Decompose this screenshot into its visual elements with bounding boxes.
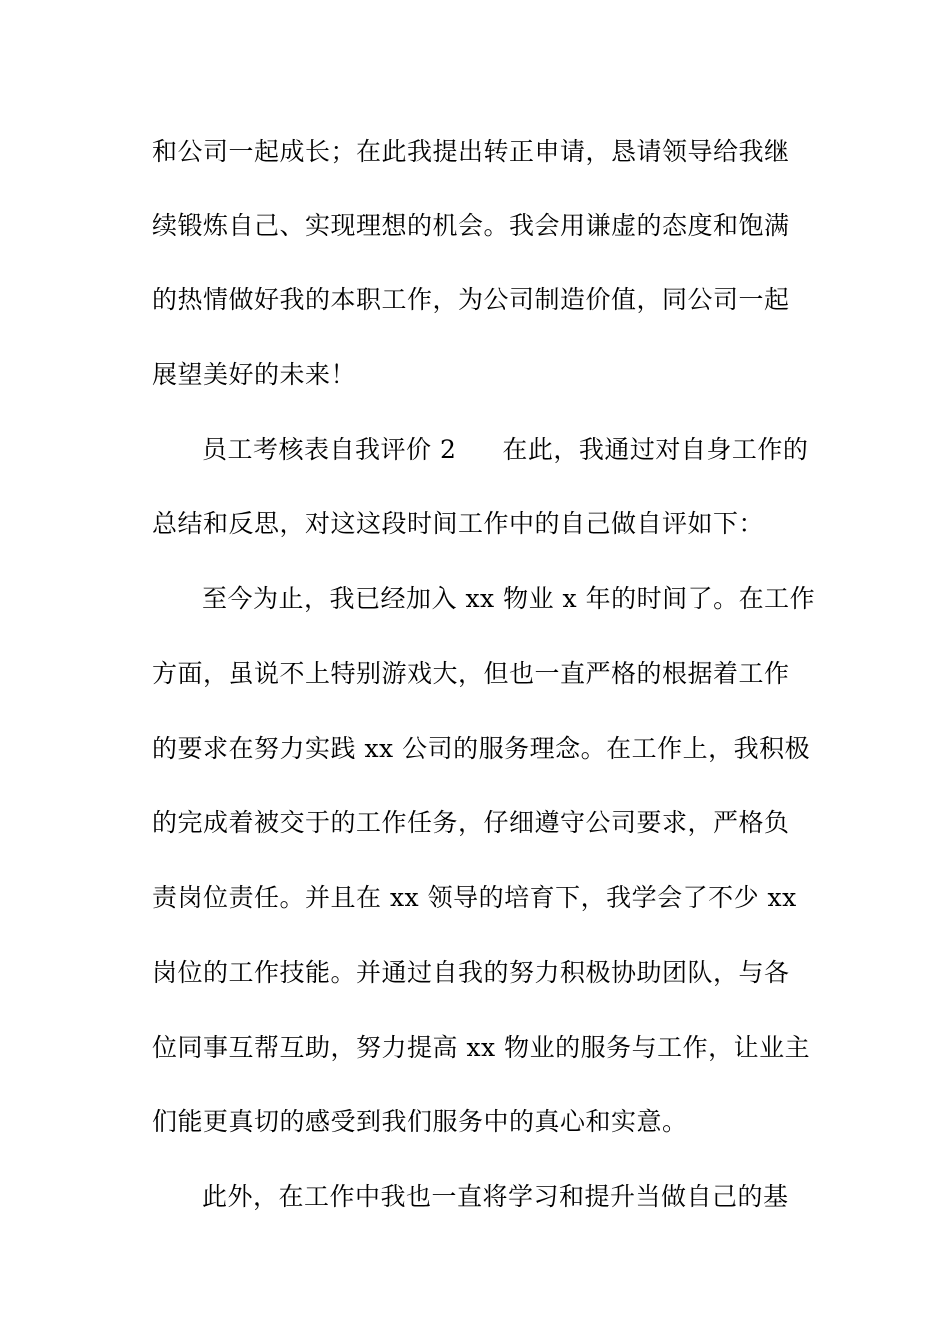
text-line: 方面，虽说不上特别游戏大，但也一直严格的根据着工作 bbox=[152, 659, 790, 688]
text-line: 展望美好的未来！ bbox=[152, 360, 357, 389]
text-line: 岗位的工作技能。并通过自我的努力积极协助团队，与各 bbox=[152, 958, 790, 987]
section-heading: 员工考核表自我评价 2 bbox=[202, 435, 457, 464]
text-line: 续锻炼自己、实现理想的机会。我会用谦虚的态度和饱满 bbox=[152, 211, 790, 240]
text-line: 责岗位责任。并且在 xx 领导的培育下，我学会了不少 xx bbox=[152, 883, 797, 912]
text-line: 和公司一起成长；在此我提出转正申请，恳请领导给我继 bbox=[152, 137, 790, 166]
section-heading-line bbox=[202, 435, 808, 465]
paragraph-start-line: 至今为止，我已经加入 xx 物业 x 年的时间了。在工作 bbox=[202, 584, 816, 613]
text-line: 在此，我通过对自身工作的 bbox=[502, 435, 809, 464]
text-line: 总结和反思，对这这段时间工作中的自己做自评如下： bbox=[152, 509, 765, 538]
text-line: 的热情做好我的本职工作，为公司制造价值，同公司一起 bbox=[152, 285, 790, 314]
text-line: 位同事互帮互助，努力提高 xx 物业的服务与工作，让业主 bbox=[152, 1033, 811, 1062]
text-line: 们能更真切的感受到我们服务中的真心和实意。 bbox=[152, 1107, 688, 1136]
text-line: 的完成着被交于的工作任务，仔细遵守公司要求，严格负 bbox=[152, 808, 790, 837]
text-line: 的要求在努力实践 xx 公司的服务理念。在工作上，我积极 bbox=[152, 734, 811, 763]
paragraph-start-line: 此外，在工作中我也一直将学习和提升当做自己的基 bbox=[202, 1182, 789, 1211]
